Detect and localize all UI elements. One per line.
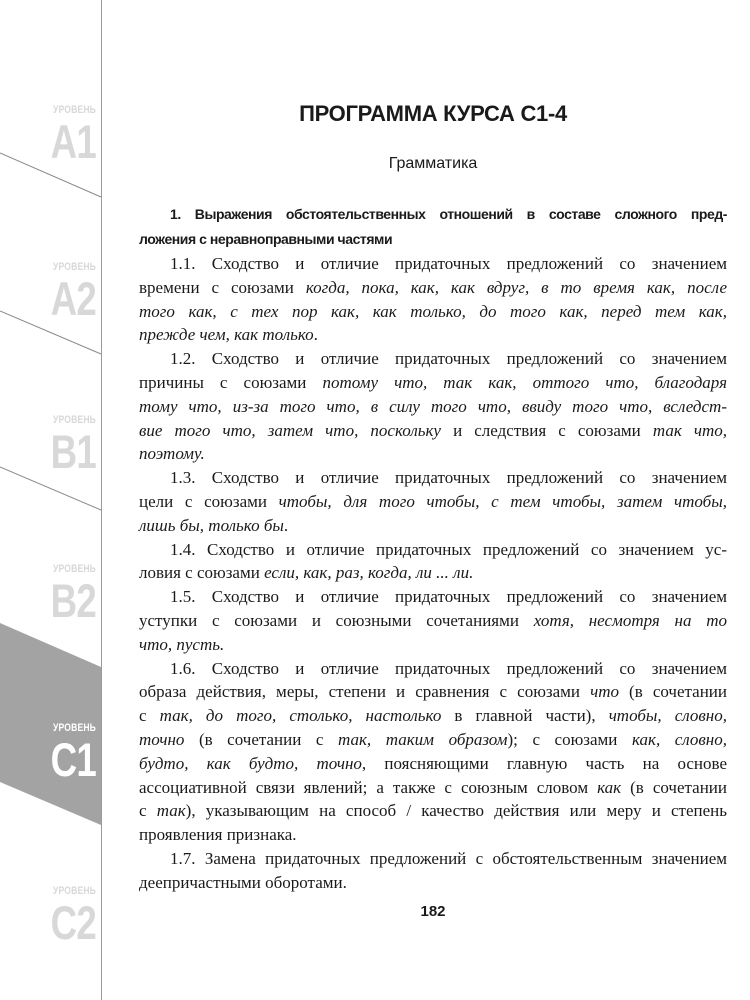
italic-conjunction-text: прежде чем, как только (139, 325, 314, 345)
level-caption: УРОВЕНЬ (53, 722, 96, 734)
page-number: 182 (420, 903, 446, 920)
text-segment: (в сочетании (621, 777, 727, 797)
text-line (139, 347, 727, 371)
program-item (139, 252, 727, 347)
text-line (139, 776, 727, 800)
program-item (139, 538, 727, 586)
text-line (139, 538, 727, 562)
program-item (139, 585, 727, 656)
text-line (139, 633, 727, 657)
level-code: C1 (50, 733, 96, 786)
text-line (139, 585, 727, 609)
level-tab-c1[interactable] (6, 722, 96, 785)
italic-conjunction-text: тому что, из-за того что, в силу того что, ввиду того что, вследст- (139, 396, 727, 416)
italic-conjunction-text: как, словно, (631, 729, 727, 749)
section-heading-line: ложения с неравноправными частями (139, 231, 393, 247)
text-segment: и следствия с союзами (440, 420, 653, 440)
text-segment: 1.4. Сходство и отличие придаточных предложений со значением ус- (170, 539, 727, 559)
italic-conjunction-text: будто, как будто, точно (139, 753, 362, 773)
text-line (139, 799, 727, 823)
text-line (139, 371, 727, 395)
text-segment: в главной части), (441, 706, 609, 726)
text-segment: времени с союзами (139, 277, 306, 297)
program-item (139, 466, 727, 537)
text-segment: 1.2. Сходство и отличие придаточных предложений со значением (170, 349, 727, 369)
level-tab-b1[interactable] (6, 414, 96, 477)
italic-conjunction-text: когда, пока, как, как вдруг, в то время как, после (305, 277, 727, 297)
italic-conjunction-text: лишь бы, только бы (139, 515, 284, 535)
course-program-content (139, 202, 727, 895)
text-line (139, 680, 727, 704)
text-segment: (в сочетании (618, 682, 727, 702)
text-line (139, 847, 727, 871)
italic-conjunction-text: того как, с тех пор как, как только, до того как, перед тем как, (139, 301, 727, 321)
text-segment: деепричастными оборотами. (139, 872, 347, 892)
text-segment: , поясняющими главную часть на основе (361, 753, 727, 773)
italic-conjunction-text: так, до того, столько, настолько (159, 706, 442, 726)
text-line (139, 300, 727, 324)
text-line (139, 490, 727, 514)
text-segment: 1.3. Сходство и отличие придаточных предложений со значением (170, 468, 727, 488)
level-tab-b2[interactable] (6, 563, 96, 626)
italic-conjunction-text: чтобы, словно, (608, 706, 727, 726)
text-segment: ловия с союзами (139, 563, 265, 583)
italic-conjunction-text: как (597, 777, 622, 797)
level-tab-c2[interactable] (6, 885, 96, 948)
text-line (139, 704, 727, 728)
level-caption: УРОВЕНЬ (53, 104, 96, 116)
text-segment: . (313, 325, 318, 345)
text-line (139, 252, 727, 276)
italic-conjunction-text: хотя, несмотря на то (533, 610, 727, 630)
text-segment: с (139, 706, 160, 726)
text-line (139, 466, 727, 490)
text-line (139, 823, 727, 847)
text-segment: 1.6. Сходство и отличие придаточных предложений со значением (170, 658, 727, 678)
italic-conjunction-text: что (590, 682, 619, 702)
text-segment: с (139, 801, 157, 821)
text-line (139, 323, 727, 347)
level-caption: УРОВЕНЬ (53, 885, 96, 897)
section-items (139, 252, 727, 895)
level-sidebar (0, 0, 102, 1000)
text-line (139, 752, 727, 776)
level-code: C2 (50, 896, 96, 949)
text-line (139, 609, 727, 633)
program-item (139, 657, 727, 847)
italic-conjunction-text: что, пусть. (139, 634, 225, 654)
italic-conjunction-text: потому что, так как, оттого что, благодаря (322, 372, 727, 392)
level-code: B2 (50, 574, 96, 627)
level-code: A1 (50, 115, 96, 168)
text-segment: проявления признака. (139, 825, 297, 845)
page-title: ПРОГРАММА КУРСА С1-4 (299, 101, 567, 126)
italic-conjunction-text: точно (139, 729, 185, 749)
level-caption: УРОВЕНЬ (53, 261, 96, 273)
text-segment: . (283, 515, 289, 535)
text-segment: образа действия, меры, степени и сравнения с союзами (139, 682, 591, 702)
level-tab-a2[interactable] (6, 261, 96, 324)
section-subtitle: Грамматика (388, 155, 478, 172)
italic-conjunction-text: если, как, раз, когда, ли ... ли. (264, 563, 474, 583)
text-segment: уступки с союзами и союзными сочетаниями (139, 610, 534, 630)
italic-conjunction-text: так, таким образом (338, 729, 508, 749)
text-line (139, 728, 727, 752)
text-segment: ассоциативной связи явлений; а также с союзным словом (139, 777, 598, 797)
text-segment: ), указывающим на способ / качество действия или меру и степень (185, 801, 728, 821)
level-code: A2 (50, 272, 96, 325)
text-segment: 1.7. Замена придаточных предложений с обстоятельственным значением (170, 848, 727, 868)
text-line (139, 514, 727, 538)
text-segment: причины с союзами (139, 372, 323, 392)
program-item (139, 847, 727, 895)
section-heading (139, 202, 727, 252)
italic-conjunction-text: так (156, 801, 186, 821)
text-line (139, 561, 727, 585)
italic-conjunction-text: поэтому. (139, 444, 205, 464)
text-line (139, 657, 727, 681)
text-line (139, 871, 727, 895)
section-heading-line: 1. Выражения обстоятельственных отношений в составе сложного пред- (170, 206, 727, 222)
program-item (139, 347, 727, 466)
text-segment: 1.1. Сходство и отличие придаточных предложений со значением (170, 254, 727, 273)
level-caption: УРОВЕНЬ (53, 414, 96, 426)
text-segment: ); с союзами (507, 729, 632, 749)
italic-conjunction-text: так что, (652, 420, 727, 440)
level-caption: УРОВЕНЬ (53, 563, 96, 575)
level-code: B1 (50, 425, 96, 478)
text-segment: 1.5. Сходство и отличие придаточных предложений со значением (170, 587, 727, 607)
text-segment: цели с союзами (139, 491, 279, 511)
text-line (139, 442, 727, 466)
text-line (139, 395, 727, 419)
italic-conjunction-text: чтобы, для того чтобы, с тем чтобы, затем чтобы, (278, 491, 727, 511)
text-segment: (в сочетании с (184, 729, 338, 749)
text-line (139, 276, 727, 300)
italic-conjunction-text: вие того что, затем что, поскольку (139, 420, 441, 440)
text-line (139, 419, 727, 443)
level-tab-a1[interactable] (6, 104, 96, 167)
